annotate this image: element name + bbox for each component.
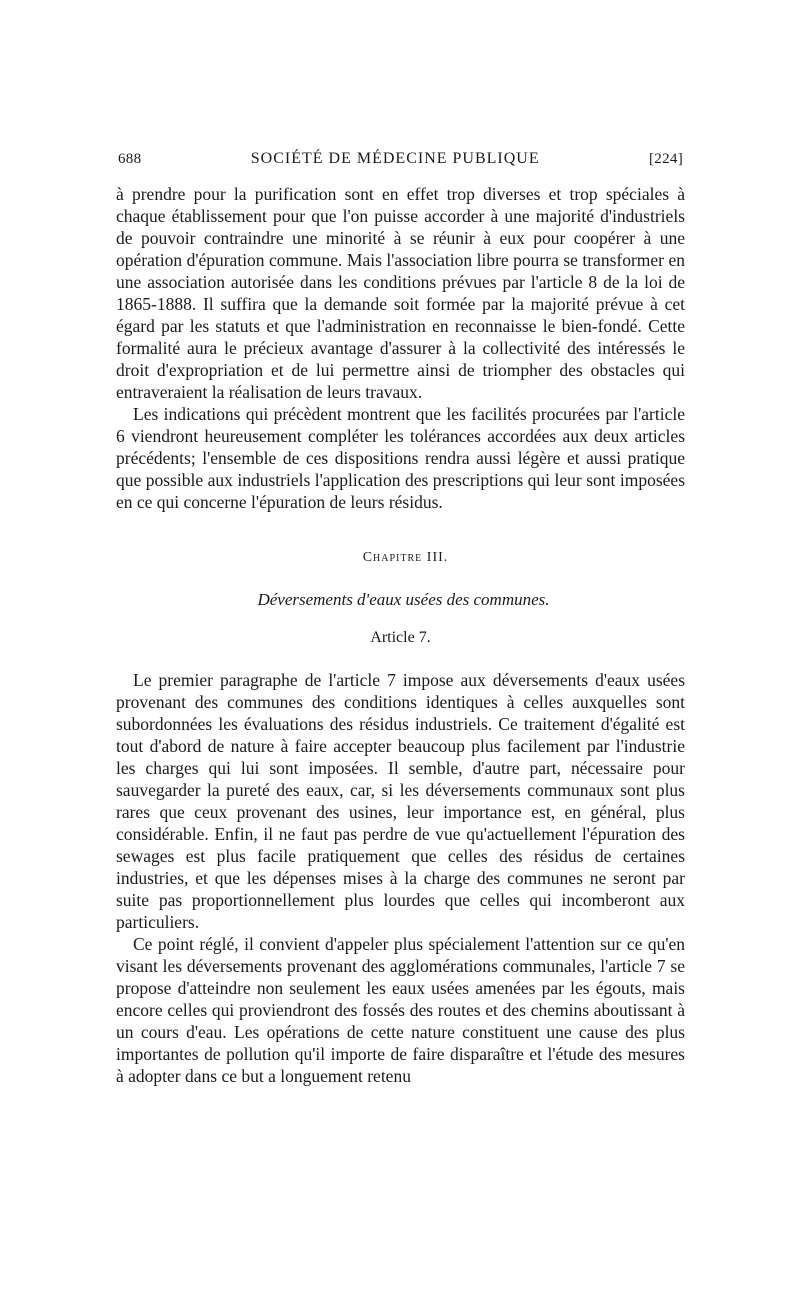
page-body	[116, 183, 685, 1087]
running-head	[118, 150, 683, 168]
chapter-heading: Chapitre III.	[362, 550, 449, 565]
paragraph: Ce point réglé, il convient d'appeler plus spécialement l'attention sur ce qu'en visant les déversements provenant des agglomérations communales, l'article 7 se propose d'atteindre non seulement les eaux usées amenées par les égouts, mais encore celles qui proviendront des fossés des routes et des chemins aboutissant à un cours d'eau. Les opérations de cette nature constituent une cause des plus importantes de pollution qu'il importe de faire disparaître et l'étude des mesures à adopter dans ce but a longuement retenu	[116, 934, 685, 1086]
paragraph: Les indications qui précèdent montrent que les facilités procurées par l'article 6 viendront heureusement compléter les tolérances accordées aux deux articles précédents; l'ensemble de ces dispositions rendra aussi légère et aussi pratique que possible aux industriels l'application des prescriptions qui leur sont imposées en ce qui concerne l'épuration de leurs résidus.	[116, 404, 685, 512]
page-number: 688	[118, 151, 142, 167]
article-heading: Article 7.	[370, 629, 431, 646]
paragraph: Le premier paragraphe de l'article 7 impose aux déversements d'eaux usées provenant des communes des conditions identiques à celles auxquelles sont subordonnées les évaluations des résidus industriels. Ce traitement d'égalité est tout d'abord de nature à faire accepter beaucoup plus facilement par l'industrie les charges qui lui sont imposées. Il semble, d'autre part, nécessaire pour sauvegarder la pureté des eaux, car, si les déversements communaux sont plus rares que ceux provenant des usines, leur importance est, en général, plus considérable. Enfin, il ne faut pas perdre de vue qu'actuellement l'épuration des sewages est plus facile pratiquement que celles des résidus de certaines industries, et que les dépenses mises à la charge des communes ne seront par suite pas proportionnellement plus lourdes que celles qui incomberont aux particuliers.	[116, 670, 685, 932]
paragraph-continued: à prendre pour la purification sont en effet trop diverses et trop spéciales à chaque établissement pour que l'on puisse accorder à une majorité d'industriels de pouvoir contraindre une minorité à se réunir à eux pour coopérer à une opération d'épuration commune. Mais l'association libre pourra se transformer en une association autorisée dans les conditions prévues par l'article 8 de la loi de 1865-1888. Il suffira que la demande soit formée par la majorité prévue à cet égard par les statuts et que l'administration en reconnaisse le bien-fondé. Cette formalité aura le précieux avantage d'assurer à la collectivité des intéressés le droit d'expropriation et de lui permettre ainsi de triompher des obstacles qui entraveraient la réalisation de leurs travaux.	[116, 184, 685, 402]
section-number: [224]	[649, 151, 683, 167]
chapter-title: Déversements d'eaux usées des communes.	[257, 590, 550, 609]
running-title: SOCIÉTÉ DE MÉDECINE PUBLIQUE	[250, 150, 540, 167]
